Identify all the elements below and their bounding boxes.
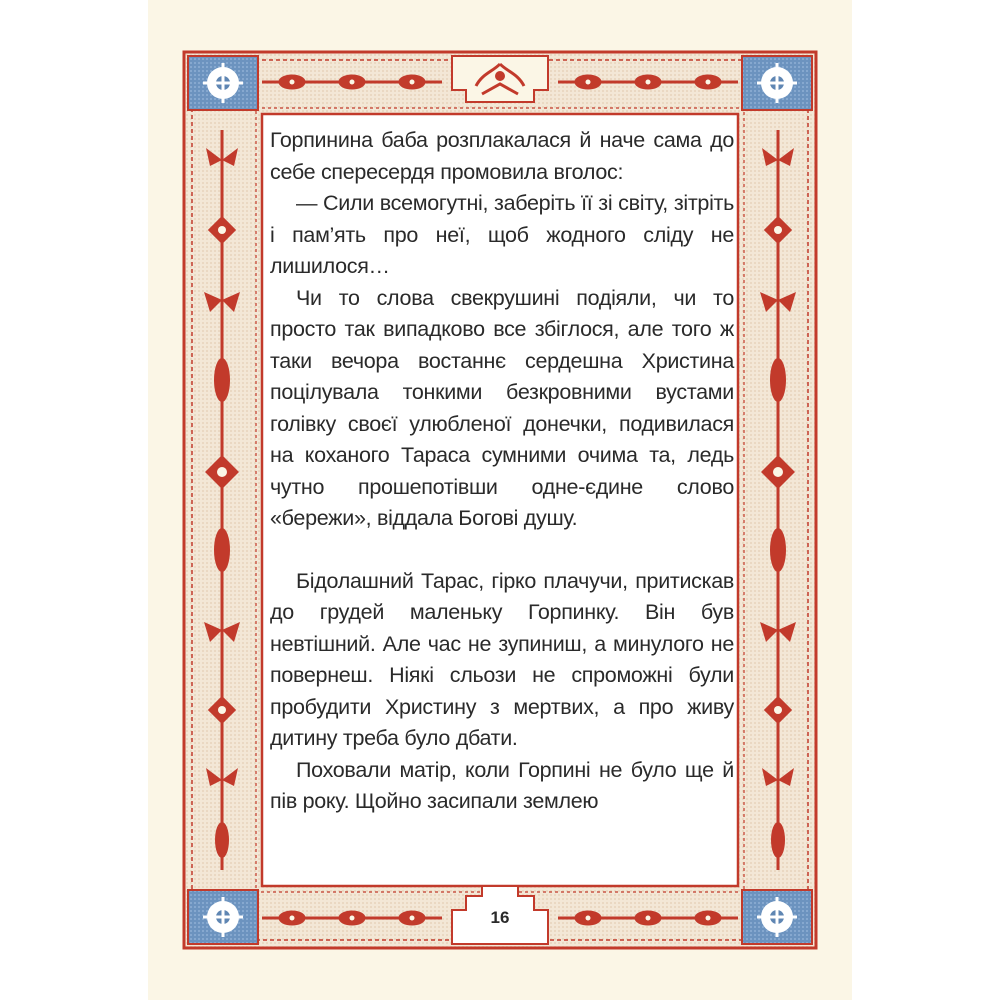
paragraph: — Сили всемогутні, заберіть її зі світу, зітріть і пам’ять про неї, щоб жодного сліду не лишилося… bbox=[270, 191, 734, 278]
corner-medallion-top-left bbox=[188, 56, 258, 110]
corner-medallion-bottom-right bbox=[742, 890, 812, 944]
corner-medallion-top-right bbox=[742, 56, 812, 110]
page-number: 16 bbox=[490, 908, 510, 927]
paragraph: Бідолашний Тарас, гірко плачучи, притискав до грудей маленьку Горпинку. Він був невтішний. Але час не зупиниш, а минулого не повернеш. Ніякі сльози не спроможні були пробудити Христину з мертвих, а про живу дитину треба було дбати. bbox=[270, 568, 734, 750]
corner-medallion-bottom-left bbox=[188, 890, 258, 944]
paragraph: Горпинина баба розплакалася й наче сама до себе спересердя промовила вголос: bbox=[270, 128, 734, 184]
page-body-text bbox=[270, 125, 734, 818]
paragraph: Чи то слова свекрушині подіяли, чи то просто так випадково все збіглося, але того ж таки вечора востаннє сердешна Христина поцілувала тонкими безкровними вустами голівку своєї улюбленої донечки, подивилася на коханого Тараса сумними очима та, ледь чутно прошепотівши одне-єдине слово «бережи», віддала Богові душу. bbox=[270, 285, 734, 530]
paragraph: Поховали матір, коли Горпині не було ще й пів року. Щойно засипали землею bbox=[270, 757, 734, 813]
